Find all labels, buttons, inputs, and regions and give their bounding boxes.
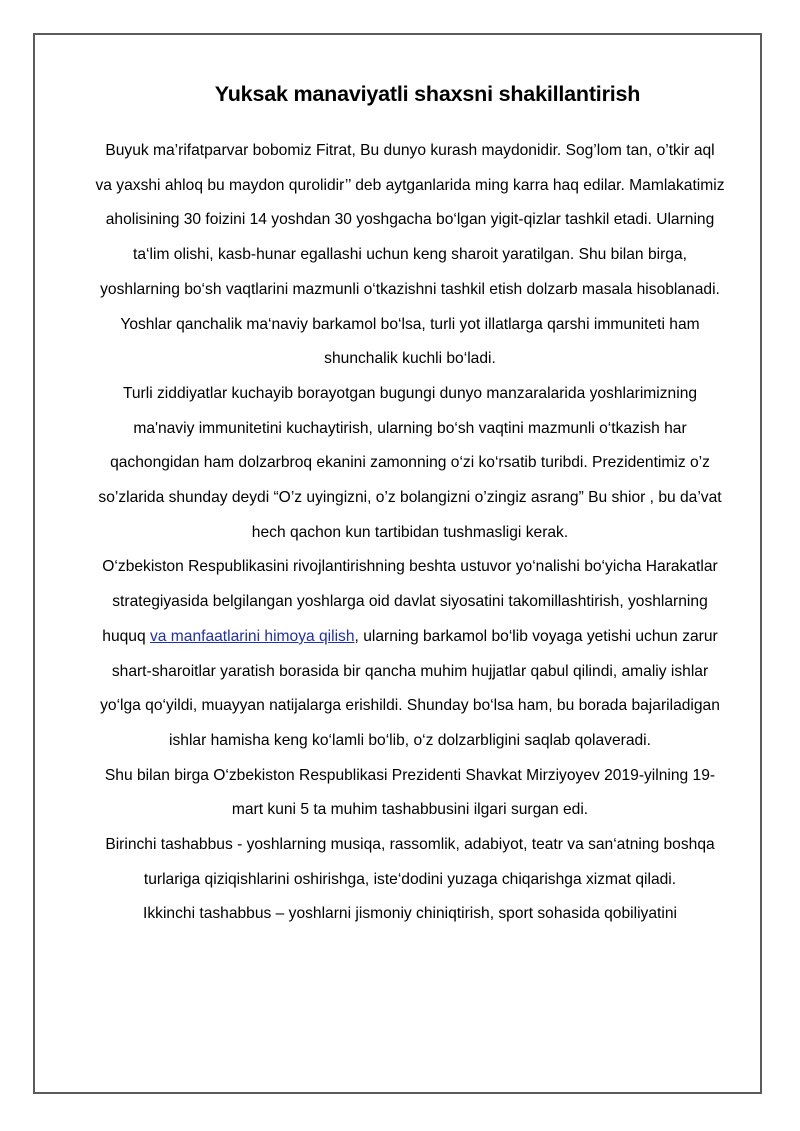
paragraph-immunity: Turli ziddiyatlar kuchayib borayotgan bugungi dunyo manzaralarida yoshlarimizning ma'naviy immunitetini kuchaytirish, ularning bo‘sh vaqtini mazmunli o‘tkazish har qachongidan ham dolzarbroq ekanini zamonning o‘zi ko‘rsatib turibdi. Prezidentimiz o’z so’zlarida shunday deydi “O’z uyingizni, o’z bolangizni o’zingiz asrang” Bu shior , bu da’vat hech qachon kun tartibidan tushmasligi kerak. <box>98 384 722 541</box>
rights-protection-link[interactable]: va manfaatlarini himoya qilish <box>149 627 355 645</box>
paragraph-strategy-text-before: O‘zbekiston Respublikasini rivojlantirishning beshta ustuvor yo‘nalishi bo‘yicha Harakatlar strategiyasida belgilangan yoshlarga oid davlat siyosatini takomillashtirish, yoshlarning huquq <box>102 558 718 645</box>
paragraph-first-initiative: Birinchi tashabbus - yoshlarning musiqa, rassomlik, adabiyot, teatr va san‘atning boshqa turlariga qiziqishlarini oshirishga, iste‘dodini yuzaga chiqarishga xizmat qiladi. <box>105 836 715 888</box>
paragraph-intro: Buyuk ma’rifatparvar bobomiz Fitrat, Bu dunyo kurash maydonidir. Sog’lom tan, o’tkir aql va yaxshi ahloq bu maydon qurolidir’’ deb aytganlarida ming karra haq edilar. Mamlakatimiz aholisining 30 foizini 14 yoshdan 30 yoshgacha bo‘lgan yigit-qizlar tashkil etadi. Ularning ta‘lim olishi, kasb-hunar egallashi uchun keng sharoit yaratilgan. Shu bilan birga, yoshlarning bo‘sh vaqtlarini mazmunli o‘tkazishni tashkil etish dolzarb masala hisoblanadi. Yoshlar qanchalik ma‘naviy barkamol bo‘lsa, turli yot illatlarga qarshi immuniteti ham shunchalik kuchli bo‘ladi. <box>95 142 725 368</box>
document-body <box>95 134 725 932</box>
page-frame <box>33 33 762 1094</box>
document-title: Yuksak manaviyatli shaxsni shakillantirish <box>214 82 641 106</box>
paragraph-initiatives: Shu bilan birga O‘zbekiston Respublikasi Prezidenti Shavkat Mirziyoyev 2019-yilning 19-mart kuni 5 ta muhim tashabbusini ilgari surgan edi. <box>104 766 716 819</box>
paragraph-strategy <box>95 550 725 758</box>
paragraph-strategy-text-after: , ularning barkamol bo‘lib voyaga yetishi uchun zarur shart-sharoitlar yaratish borasida bir qancha muhim hujjatlar qabul qilindi, amaliy ishlar yo‘lga qo‘yildi, muayyan natijalarga erishildi. Shunday bo‘lsa ham, bu borada bajariladigan ishlar hamisha keng ko‘lamli bo‘lib, o‘z dolzarbligini saqlab qolaveradi. <box>100 627 720 749</box>
paragraph-second-initiative: Ikkinchi tashabbus – yoshlarni jismoniy chiniqtirish, sport sohasida qobiliyatini <box>143 905 677 923</box>
